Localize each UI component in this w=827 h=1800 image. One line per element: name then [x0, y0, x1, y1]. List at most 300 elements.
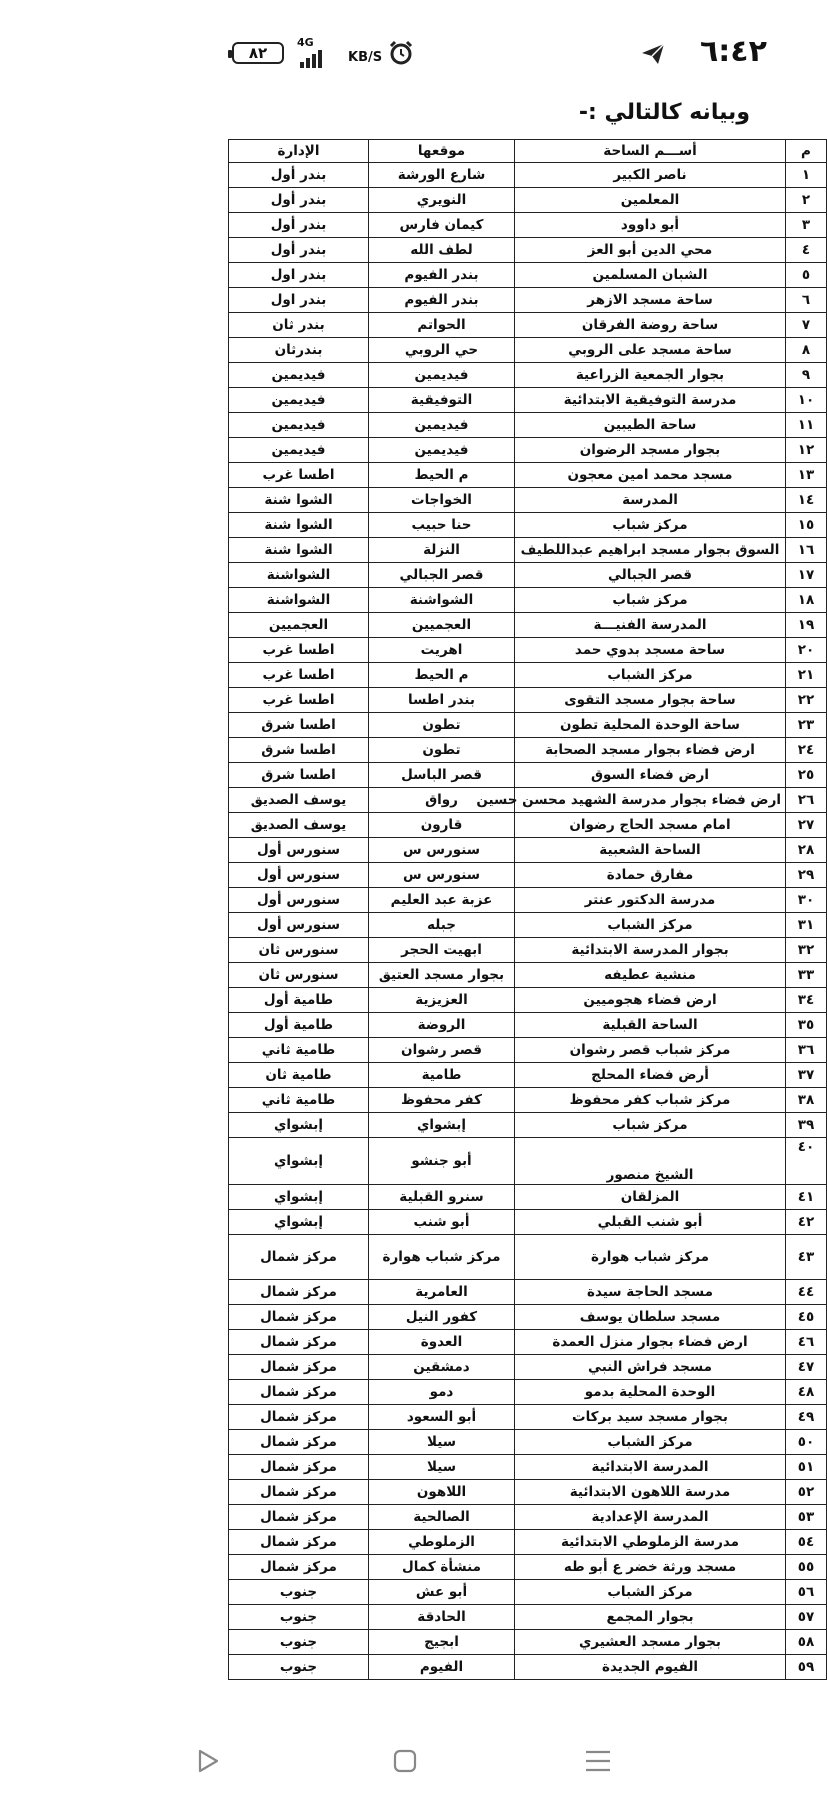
field-name: ساحة بجوار مسجد التقوى — [515, 688, 786, 713]
table-row — [229, 963, 827, 988]
field-admin: بندر أول — [229, 163, 369, 188]
table-row — [229, 663, 827, 688]
row-number: ٤٧ — [786, 1355, 827, 1380]
field-admin: سنورس أول — [229, 838, 369, 863]
field-name: ساحة مسجد بدوي حمد — [515, 638, 786, 663]
field-name: الشيخ منصور — [515, 1138, 786, 1185]
field-admin: سنورس أول — [229, 863, 369, 888]
field-name: ساحة الطيبين — [515, 413, 786, 438]
field-location: عزبة عبد العليم — [369, 888, 515, 913]
table-row — [229, 1330, 827, 1355]
row-number: ١١ — [786, 413, 827, 438]
field-name: مركز الشباب — [515, 1430, 786, 1455]
field-name: ساحة مسجد على الروبي — [515, 338, 786, 363]
row-number: ١٨ — [786, 588, 827, 613]
table-row — [229, 1605, 827, 1630]
field-location: النويري — [369, 188, 515, 213]
field-name: السوق بجوار مسجد ابراهيم عبداللطيف — [515, 538, 786, 563]
network-speed: KB/S — [348, 50, 383, 65]
field-name: الفيوم الجديدة — [515, 1655, 786, 1680]
row-number: ٣١ — [786, 913, 827, 938]
row-number: ٤٤ — [786, 1280, 827, 1305]
row-number: ٤٣ — [786, 1235, 827, 1280]
field-name: ارض فضاء بجوار مسجد الصحابة — [515, 738, 786, 763]
table-row — [229, 413, 827, 438]
row-number: ١٦ — [786, 538, 827, 563]
field-admin: العجميين — [229, 613, 369, 638]
field-location: الصالحية — [369, 1505, 515, 1530]
field-location: حي الروبي — [369, 338, 515, 363]
field-admin: بندر اول — [229, 263, 369, 288]
table-row — [229, 363, 827, 388]
field-name: الشبان المسلمين — [515, 263, 786, 288]
table-row — [229, 913, 827, 938]
table-row — [229, 438, 827, 463]
table-row — [229, 313, 827, 338]
field-location: كفور النيل — [369, 1305, 515, 1330]
field-admin: مركز شمال — [229, 1355, 369, 1380]
table-row — [229, 1455, 827, 1480]
field-admin: إبشواي — [229, 1113, 369, 1138]
field-name: بجوار المدرسة الابتدائية — [515, 938, 786, 963]
field-admin: بندر أول — [229, 188, 369, 213]
field-name: المدرسة — [515, 488, 786, 513]
field-location: قصر رشوان — [369, 1038, 515, 1063]
table-row — [229, 1088, 827, 1113]
header-name: أســـم الساحة — [515, 140, 786, 163]
field-name: بجوار الجمعية الزراعية — [515, 363, 786, 388]
field-location: الحادقة — [369, 1605, 515, 1630]
field-location: إبشواي — [369, 1113, 515, 1138]
field-location: أبو عش — [369, 1580, 515, 1605]
field-location: بجوار مسجد العتيق — [369, 963, 515, 988]
field-admin: إبشواي — [229, 1138, 369, 1185]
row-number: ٥٩ — [786, 1655, 827, 1680]
field-name: ساحة الوحدة المحلية تطون — [515, 713, 786, 738]
field-admin: اطسا غرب — [229, 663, 369, 688]
status-bar — [0, 0, 810, 100]
row-number: ٥٧ — [786, 1605, 827, 1630]
field-name: مدرسة الزملوطي الابتدائية — [515, 1530, 786, 1555]
field-admin: مركز شمال — [229, 1480, 369, 1505]
field-location: النزلة — [369, 538, 515, 563]
field-admin: فيديمين — [229, 388, 369, 413]
row-number: ٣ — [786, 213, 827, 238]
row-number: ٥٦ — [786, 1580, 827, 1605]
field-location: سنورس س — [369, 838, 515, 863]
field-admin: جنوب — [229, 1655, 369, 1680]
row-number: ٤٦ — [786, 1330, 827, 1355]
table-body — [229, 163, 827, 1680]
field-location: الفيوم — [369, 1655, 515, 1680]
table-row — [229, 1480, 827, 1505]
field-name: مسجد فراش النبي — [515, 1355, 786, 1380]
field-admin: الشواشنة — [229, 588, 369, 613]
field-admin: اطسا شرق — [229, 738, 369, 763]
field-location: أبو جنشو — [369, 1138, 515, 1185]
field-name: مسجد سلطان يوسف — [515, 1305, 786, 1330]
header-admin: الإدارة — [229, 140, 369, 163]
table-row — [229, 1038, 827, 1063]
field-location: ابجيج — [369, 1630, 515, 1655]
table-row — [229, 163, 827, 188]
row-number: ١٣ — [786, 463, 827, 488]
row-number: ٣٧ — [786, 1063, 827, 1088]
field-name: بجوار مسجد الرضوان — [515, 438, 786, 463]
field-admin: اطسا شرق — [229, 713, 369, 738]
table-row — [229, 1580, 827, 1605]
table-row — [229, 1430, 827, 1455]
row-number: ١٧ — [786, 563, 827, 588]
field-name: مركز شباب — [515, 513, 786, 538]
table-row — [229, 538, 827, 563]
field-location: مركز شباب هوارة — [369, 1235, 515, 1280]
field-location: لطف الله — [369, 238, 515, 263]
field-name: بجوار مسجد العشيري — [515, 1630, 786, 1655]
field-location: العجميين — [369, 613, 515, 638]
field-location: اهريت — [369, 638, 515, 663]
field-location: كيمان فارس — [369, 213, 515, 238]
alarm-icon — [388, 40, 414, 66]
field-admin: الشوا شنة — [229, 538, 369, 563]
field-admin: جنوب — [229, 1605, 369, 1630]
field-name: قصر الجبالي — [515, 563, 786, 588]
row-number: ٢ — [786, 188, 827, 213]
field-location: الحواتم — [369, 313, 515, 338]
table-row — [229, 1530, 827, 1555]
field-name: أبو شنب القبلي — [515, 1210, 786, 1235]
field-admin: جنوب — [229, 1630, 369, 1655]
row-number: ١٩ — [786, 613, 827, 638]
field-name: المدرسة الإعدادية — [515, 1505, 786, 1530]
field-admin: فيديمين — [229, 413, 369, 438]
table-row — [229, 1305, 827, 1330]
field-admin: مركز شمال — [229, 1280, 369, 1305]
table-row — [229, 863, 827, 888]
field-name: مسجد ورثة خضر ع أبو طه — [515, 1555, 786, 1580]
table-row — [229, 1235, 827, 1280]
table-row — [229, 1405, 827, 1430]
table-row — [229, 1655, 827, 1680]
table-row — [229, 688, 827, 713]
field-name: مدرسة الدكتور عنتر — [515, 888, 786, 913]
row-number: ٢١ — [786, 663, 827, 688]
field-name: بجوار مسجد سيد بركات — [515, 1405, 786, 1430]
row-number: ٥٢ — [786, 1480, 827, 1505]
field-location: التوفيقية — [369, 388, 515, 413]
row-number: ٥٨ — [786, 1630, 827, 1655]
field-name: ارض فضاء السوق — [515, 763, 786, 788]
row-number: ٤ — [786, 238, 827, 263]
home-icon[interactable] — [392, 1748, 418, 1774]
row-number: ٤٨ — [786, 1380, 827, 1405]
table-row — [229, 1280, 827, 1305]
row-number: ٥٣ — [786, 1505, 827, 1530]
field-admin: مركز شمال — [229, 1330, 369, 1355]
table-row — [229, 763, 827, 788]
field-admin: جنوب — [229, 1580, 369, 1605]
field-name: ساحة مسجد الازهر — [515, 288, 786, 313]
field-name: مدرسة التوفيقية الابتدائية — [515, 388, 786, 413]
field-location: أبو السعود — [369, 1405, 515, 1430]
document-heading: وبيانه كالتالي :- — [578, 100, 750, 125]
field-admin: مركز شمال — [229, 1455, 369, 1480]
table-row — [229, 938, 827, 963]
field-location: الزملوطي — [369, 1530, 515, 1555]
table-row — [229, 238, 827, 263]
table-row — [229, 1013, 827, 1038]
table-row — [229, 1185, 827, 1210]
row-number: ٣٠ — [786, 888, 827, 913]
table-row — [229, 1555, 827, 1580]
field-name: مركز الشباب — [515, 663, 786, 688]
row-number: ٥٤ — [786, 1530, 827, 1555]
field-admin: طامية أول — [229, 1013, 369, 1038]
field-admin: اطسا غرب — [229, 638, 369, 663]
field-name: الوحدة المحلية بدمو — [515, 1380, 786, 1405]
table-row — [229, 638, 827, 663]
row-number: ٢٣ — [786, 713, 827, 738]
field-admin: سنورس أول — [229, 888, 369, 913]
field-location: قارون — [369, 813, 515, 838]
row-number: ٣٢ — [786, 938, 827, 963]
table-row — [229, 713, 827, 738]
table-row — [229, 188, 827, 213]
row-number: ٥٥ — [786, 1555, 827, 1580]
field-location: ابهيت الحجر — [369, 938, 515, 963]
field-name: أرض فضاء المحلج — [515, 1063, 786, 1088]
row-number: ٣٩ — [786, 1113, 827, 1138]
field-name: مركز شباب هوارة — [515, 1235, 786, 1280]
navigation-bar — [0, 1720, 810, 1800]
field-location: فيديمين — [369, 413, 515, 438]
row-number: ٧ — [786, 313, 827, 338]
field-admin: سنورس ثان — [229, 938, 369, 963]
table-row — [229, 563, 827, 588]
row-number: ١٠ — [786, 388, 827, 413]
field-location: تطون — [369, 713, 515, 738]
table-row — [229, 1505, 827, 1530]
row-number: ٣٥ — [786, 1013, 827, 1038]
table-row — [229, 613, 827, 638]
fields-table — [228, 139, 827, 1680]
field-name: مدرسة اللاهون الابتدائية — [515, 1480, 786, 1505]
table-row — [229, 588, 827, 613]
field-name: امام مسجد الحاج رضوان — [515, 813, 786, 838]
row-number: ٢٧ — [786, 813, 827, 838]
field-admin: إبشواي — [229, 1185, 369, 1210]
field-name: المدرسة الابتدائية — [515, 1455, 786, 1480]
row-number: ٣٣ — [786, 963, 827, 988]
table-row — [229, 838, 827, 863]
field-location: فيديمين — [369, 438, 515, 463]
field-location: تطون — [369, 738, 515, 763]
table-row — [229, 813, 827, 838]
row-number: ١ — [786, 163, 827, 188]
field-admin: الشوا شنة — [229, 488, 369, 513]
row-number: ٢٤ — [786, 738, 827, 763]
field-admin: مركز شمال — [229, 1505, 369, 1530]
field-name: أبو داوود — [515, 213, 786, 238]
field-admin: مركز شمال — [229, 1405, 369, 1430]
field-admin: الشوا شنة — [229, 513, 369, 538]
row-number: ١٢ — [786, 438, 827, 463]
field-name: ارض فضاء هجوميين — [515, 988, 786, 1013]
row-number: ٨ — [786, 338, 827, 363]
table-row — [229, 213, 827, 238]
field-name: الساحة الشعبية — [515, 838, 786, 863]
header-location: موقعها — [369, 140, 515, 163]
field-admin: اطسا غرب — [229, 463, 369, 488]
row-number: ٤٩ — [786, 1405, 827, 1430]
table-row — [229, 488, 827, 513]
field-location: قصر الباسل — [369, 763, 515, 788]
field-name: ناصر الكبير — [515, 163, 786, 188]
field-admin: يوسف الصديق — [229, 788, 369, 813]
row-number: ٣٤ — [786, 988, 827, 1013]
row-number: ٥١ — [786, 1455, 827, 1480]
row-number: ٦ — [786, 288, 827, 313]
field-location: قصر الجبالي — [369, 563, 515, 588]
row-number: ٤٠ — [786, 1138, 827, 1185]
table-row — [229, 988, 827, 1013]
battery-icon — [232, 42, 284, 64]
field-location: بندر الفيوم — [369, 263, 515, 288]
signal-icon — [300, 50, 322, 68]
table-row — [229, 1113, 827, 1138]
back-icon[interactable] — [195, 1748, 221, 1774]
field-location: حنا حبيب — [369, 513, 515, 538]
field-location: سنورس س — [369, 863, 515, 888]
field-location: شارع الورشة — [369, 163, 515, 188]
field-name: مركز الشباب — [515, 913, 786, 938]
table-row — [229, 513, 827, 538]
field-location: جبله — [369, 913, 515, 938]
field-name: المدرسة الفنيـــة — [515, 613, 786, 638]
field-location: فيديمين — [369, 363, 515, 388]
field-location: اللاهون — [369, 1480, 515, 1505]
field-location: سيلا — [369, 1455, 515, 1480]
row-number: ٣٨ — [786, 1088, 827, 1113]
table-row — [229, 1355, 827, 1380]
battery-level: ٨٢ — [248, 44, 268, 62]
field-admin: اطسا غرب — [229, 688, 369, 713]
field-admin: بندرثان — [229, 338, 369, 363]
row-number: ٢٩ — [786, 863, 827, 888]
field-admin: بندر اول — [229, 288, 369, 313]
field-admin: فيديمين — [229, 363, 369, 388]
field-name: مفارق حمادة — [515, 863, 786, 888]
table-row — [229, 1063, 827, 1088]
field-location: الشواشنة — [369, 588, 515, 613]
field-admin: مركز شمال — [229, 1430, 369, 1455]
field-admin: بندر أول — [229, 238, 369, 263]
field-admin: الشواشنة — [229, 563, 369, 588]
field-location: دمو — [369, 1380, 515, 1405]
table-row — [229, 888, 827, 913]
row-number: ٥٠ — [786, 1430, 827, 1455]
field-admin: بندر أول — [229, 213, 369, 238]
field-admin: مركز شمال — [229, 1305, 369, 1330]
field-name: المزلقان — [515, 1185, 786, 1210]
field-name: مركز شباب كفر محفوظ — [515, 1088, 786, 1113]
table-row — [229, 388, 827, 413]
field-admin: إبشواي — [229, 1210, 369, 1235]
field-location: منشأة كمال — [369, 1555, 515, 1580]
row-number: ٤١ — [786, 1185, 827, 1210]
field-name: المعلمين — [515, 188, 786, 213]
field-name: بجوار المجمع — [515, 1605, 786, 1630]
field-admin: سنورس ثان — [229, 963, 369, 988]
field-location: كفر محفوظ — [369, 1088, 515, 1113]
field-location: العدوة — [369, 1330, 515, 1355]
field-admin: مركز شمال — [229, 1235, 369, 1280]
field-location: سنرو القبلية — [369, 1185, 515, 1210]
field-name: مركز شباب — [515, 588, 786, 613]
table-header-row — [229, 140, 827, 163]
field-name: ارض فضاء بجوار مدرسة الشهيد محسن حسين — [515, 788, 786, 813]
field-location: أبو شنب — [369, 1210, 515, 1235]
field-name: محي الدين أبو العز — [515, 238, 786, 263]
field-admin: طامية ثاني — [229, 1038, 369, 1063]
table-row — [229, 463, 827, 488]
field-name: ارض فضاء بجوار منزل العمدة — [515, 1330, 786, 1355]
recents-icon[interactable] — [584, 1748, 612, 1774]
table-row — [229, 1138, 827, 1185]
row-number: ٢٠ — [786, 638, 827, 663]
field-name: مسجد الحاجة سيدة — [515, 1280, 786, 1305]
field-name: الساحة القبلية — [515, 1013, 786, 1038]
field-admin: مركز شمال — [229, 1530, 369, 1555]
field-location: العامرية — [369, 1280, 515, 1305]
field-admin: يوسف الصديق — [229, 813, 369, 838]
row-number: ٢٥ — [786, 763, 827, 788]
field-admin: بندر ثان — [229, 313, 369, 338]
status-time: ٦:٤٢ — [700, 34, 767, 69]
field-name: مسجد محمد امين معجون — [515, 463, 786, 488]
field-name: مركز شباب قصر رشوان — [515, 1038, 786, 1063]
field-location: طامية — [369, 1063, 515, 1088]
field-admin: طامية ثان — [229, 1063, 369, 1088]
field-admin: مركز شمال — [229, 1555, 369, 1580]
row-number: ٢٢ — [786, 688, 827, 713]
row-number: ٩ — [786, 363, 827, 388]
field-location: الروضة — [369, 1013, 515, 1038]
field-location: الخواجات — [369, 488, 515, 513]
row-number: ١٤ — [786, 488, 827, 513]
table-row — [229, 738, 827, 763]
field-admin: سنورس أول — [229, 913, 369, 938]
row-number: ٥ — [786, 263, 827, 288]
table-row — [229, 1210, 827, 1235]
row-number: ٣٦ — [786, 1038, 827, 1063]
row-number: ٢٨ — [786, 838, 827, 863]
field-location: رواق — [369, 788, 515, 813]
field-name: مركز شباب — [515, 1113, 786, 1138]
table-row — [229, 338, 827, 363]
field-location: دمشقين — [369, 1355, 515, 1380]
table-row — [229, 1380, 827, 1405]
field-admin: مركز شمال — [229, 1380, 369, 1405]
telegram-send-icon — [640, 42, 666, 66]
field-name: مركز الشباب — [515, 1580, 786, 1605]
field-location: العزيزية — [369, 988, 515, 1013]
field-admin: طامية ثاني — [229, 1088, 369, 1113]
table-row — [229, 1630, 827, 1655]
field-location: م الحيط — [369, 463, 515, 488]
field-location: م الحيط — [369, 663, 515, 688]
network-type: 4G — [297, 36, 314, 49]
